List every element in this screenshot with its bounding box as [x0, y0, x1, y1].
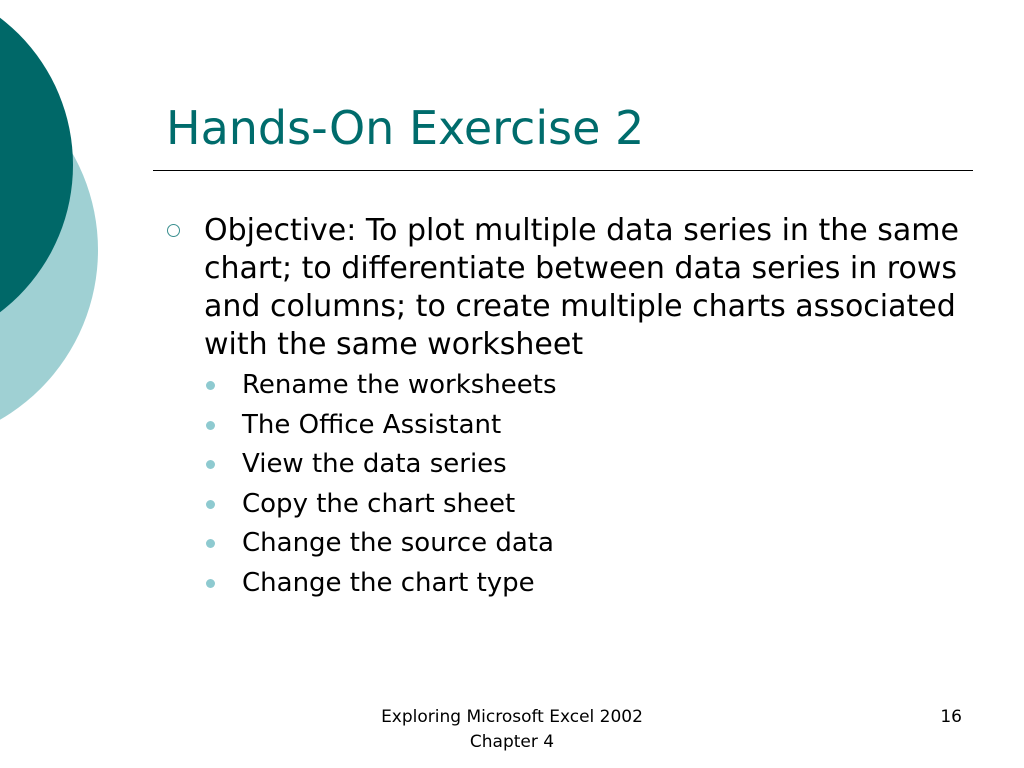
list-item-text: View the data series — [242, 449, 507, 479]
list-item-text: Change the chart type — [242, 567, 535, 598]
list-item — [204, 366, 966, 406]
dot-bullet-icon — [206, 460, 215, 469]
dot-bullet-icon — [206, 539, 215, 548]
list-item — [204, 564, 966, 604]
footer-line-1: Exploring Microsoft Excel 2002 — [381, 707, 643, 727]
list-item-text: Rename the worksheets — [242, 370, 557, 400]
slide-body — [166, 212, 966, 603]
list-item — [204, 524, 966, 564]
list-item — [204, 445, 966, 485]
slide-title: Hands-On Exercise 2 — [166, 101, 645, 155]
page-number: 16 — [940, 707, 962, 727]
title-divider — [153, 170, 973, 171]
objective-bullet — [166, 212, 966, 364]
hollow-circle-bullet-icon — [167, 224, 180, 237]
dot-bullet-icon — [206, 381, 215, 390]
list-item-text: The Office Assistant — [242, 409, 502, 440]
objective-text: Objective: To plot multiple data series in the same chart; to differentiate between data series in rows and columns; to create multiple charts associated with the same worksheet — [204, 213, 959, 362]
sub-bullet-list — [166, 366, 966, 603]
list-item-text: Change the source data — [242, 528, 554, 558]
list-item-text: Copy the chart sheet — [242, 488, 516, 519]
decorative-circles — [0, 0, 120, 420]
dot-bullet-icon — [206, 421, 215, 430]
list-item — [204, 485, 966, 525]
list-item — [204, 406, 966, 446]
dot-bullet-icon — [206, 500, 215, 509]
footer-text — [300, 705, 724, 755]
dot-bullet-icon — [206, 579, 215, 588]
footer-line-2: Chapter 4 — [469, 732, 555, 752]
